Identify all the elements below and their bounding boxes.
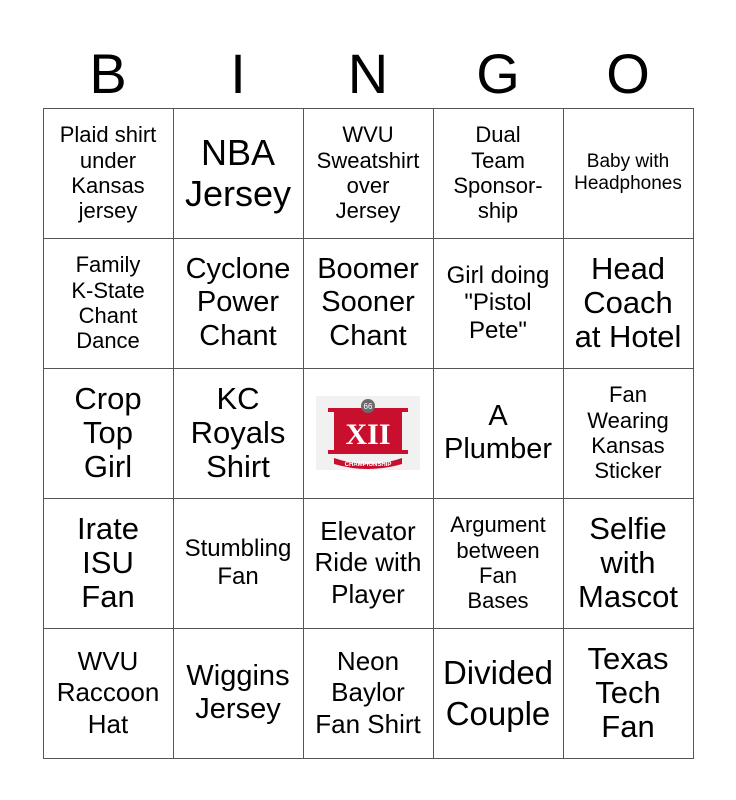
bingo-cell[interactable] (43, 108, 174, 239)
cell-text: Baby with Headphones (574, 151, 682, 194)
cell-text: Neon Baylor Fan Shirt (315, 646, 421, 739)
cell-text: NBA Jersey (184, 131, 292, 214)
logo-numeral: XII (345, 418, 391, 451)
header-letter-i: I (230, 42, 246, 105)
cell-text: WVU Sweatshirt over Jersey (316, 122, 420, 224)
cell-text: Texas Tech Fan (587, 640, 669, 745)
bingo-header (43, 40, 693, 108)
header-letter-o: O (606, 42, 650, 105)
bingo-cell[interactable] (563, 108, 694, 239)
cell-text: Argument between Fan Bases (450, 512, 546, 614)
cell-text: Family K-State Chant Dance (71, 252, 145, 354)
bingo-cell[interactable] (563, 628, 694, 759)
cell-text: Cyclone Power Chant (185, 252, 291, 352)
bingo-card (43, 108, 693, 758)
bingo-cell[interactable] (433, 108, 564, 239)
bingo-cell[interactable] (173, 498, 304, 629)
cell-text: Divided Couple (442, 653, 554, 732)
logo-badge: 66 (363, 402, 373, 411)
cell-text: Girl doing "Pistol Pete" (446, 261, 550, 344)
cell-text: Stumbling Fan (184, 535, 292, 590)
cell-text: KC Royals Shirt (190, 380, 286, 485)
logo-subtext: CHAMPIONSHIP (344, 462, 392, 468)
bingo-cell[interactable] (563, 238, 694, 369)
bingo-cell[interactable] (433, 368, 564, 499)
bingo-cell[interactable] (43, 628, 174, 759)
cell-text: Boomer Sooner Chant (317, 252, 419, 352)
bingo-cell[interactable] (433, 628, 564, 759)
cell-text: Plaid shirt under Kansas jersey (59, 122, 157, 224)
bingo-cell[interactable] (433, 238, 564, 369)
cell-text: Crop Top Girl (74, 380, 142, 485)
cell-text: WVU Raccoon Hat (56, 646, 160, 739)
bingo-cell[interactable] (303, 628, 434, 759)
bingo-cell[interactable] (173, 628, 304, 759)
header-letter-b: B (89, 42, 127, 105)
cell-text: Wiggins Jersey (186, 659, 290, 725)
bingo-cell[interactable] (173, 238, 304, 369)
bingo-cell[interactable] (303, 498, 434, 629)
header-letter-g: G (476, 42, 520, 105)
free-space-cell[interactable] (303, 368, 434, 499)
cell-text: A Plumber (444, 399, 552, 465)
bingo-cell[interactable] (563, 498, 694, 629)
cell-text: Elevator Ride with Player (314, 516, 422, 609)
bingo-cell[interactable] (303, 238, 434, 369)
bingo-cell[interactable] (303, 108, 434, 239)
cell-text: Fan Wearing Kansas Sticker (587, 382, 669, 484)
bingo-cell[interactable] (173, 108, 304, 239)
bingo-cell[interactable] (43, 238, 174, 369)
big-12-championship-logo (310, 390, 426, 476)
bingo-cell[interactable] (563, 368, 694, 499)
cell-text: Selfie with Mascot (578, 510, 678, 615)
bingo-cell[interactable] (43, 498, 174, 629)
cell-text: Irate ISU Fan (76, 510, 140, 615)
bingo-cell[interactable] (433, 498, 564, 629)
header-letter-n: N (347, 42, 389, 105)
bingo-cell[interactable] (43, 368, 174, 499)
cell-text: Dual Team Sponsor- ship (453, 122, 543, 224)
bingo-cell[interactable] (173, 368, 304, 499)
cell-text: Head Coach at Hotel (574, 250, 682, 355)
